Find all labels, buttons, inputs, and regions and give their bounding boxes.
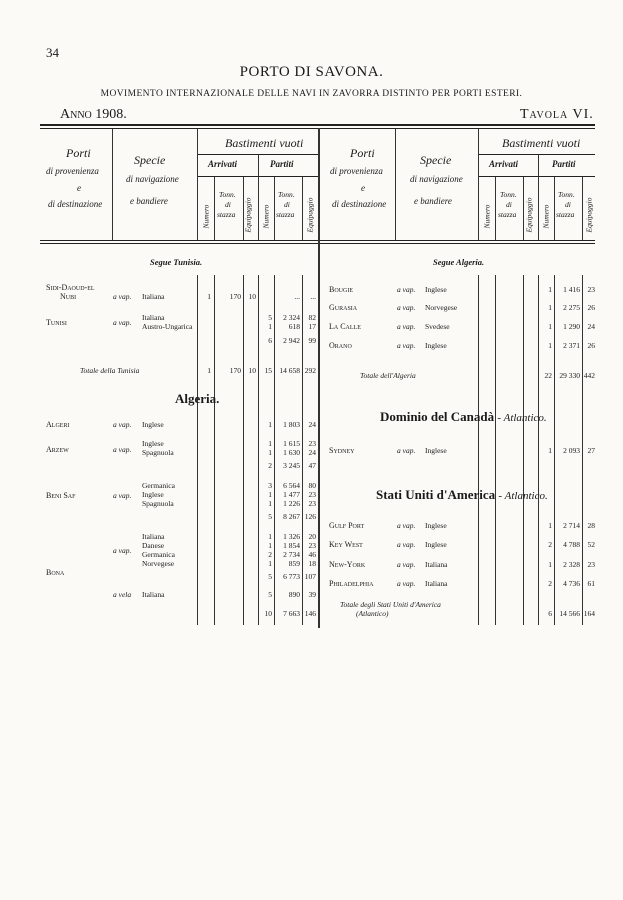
cell: 1 bbox=[548, 560, 552, 569]
mode: a vap. bbox=[113, 292, 132, 301]
port-name: Tunisi bbox=[46, 318, 67, 327]
cell: 82 bbox=[308, 313, 316, 322]
cell: 1 615 bbox=[283, 439, 300, 448]
flag: Italiana bbox=[142, 590, 165, 599]
mode: a vap. bbox=[113, 546, 132, 555]
cell: 3 245 bbox=[283, 461, 300, 470]
cell: 28 bbox=[587, 521, 595, 530]
header-numero: Numero bbox=[482, 204, 492, 229]
cell: 1 bbox=[268, 490, 272, 499]
port-name: Philadelphia bbox=[329, 579, 374, 588]
cell: 2 734 bbox=[283, 550, 300, 559]
cell: 3 bbox=[268, 481, 272, 490]
cell: 1 bbox=[548, 322, 552, 331]
header-specie: Specie bbox=[420, 153, 452, 167]
flag: Inglese bbox=[425, 285, 447, 294]
cell: 4 788 bbox=[563, 540, 580, 549]
cell: 1 290 bbox=[563, 322, 580, 331]
header-stazza: stazza bbox=[276, 210, 295, 219]
header-destinazione: di destinazione bbox=[332, 199, 387, 209]
vline bbox=[395, 129, 396, 240]
flag: Italiana bbox=[142, 532, 165, 541]
cell: 1 bbox=[268, 448, 272, 457]
port-name: Sidi-Daoud-el bbox=[46, 283, 95, 292]
cell: 1 226 bbox=[283, 499, 300, 508]
cell: 26 bbox=[587, 341, 595, 350]
port-name: Key West bbox=[329, 540, 363, 549]
hline bbox=[198, 176, 318, 177]
mode: a vap. bbox=[397, 521, 416, 530]
flag: Danese bbox=[142, 541, 165, 550]
cell: 5 bbox=[268, 572, 272, 581]
port-name: Arzew bbox=[46, 445, 69, 454]
vline bbox=[258, 155, 259, 240]
header-tonn: Tonn. bbox=[558, 190, 575, 199]
flag: Germanica bbox=[142, 481, 175, 490]
vline bbox=[243, 275, 244, 625]
cell: 1 630 bbox=[283, 448, 300, 457]
cell: 14 566 bbox=[559, 609, 580, 618]
header-navigazione: di navigazione bbox=[410, 174, 463, 184]
hline bbox=[479, 154, 595, 155]
cell: 1 bbox=[207, 366, 211, 375]
cell: 1 bbox=[268, 541, 272, 550]
cell: 1 bbox=[207, 292, 211, 301]
vline bbox=[214, 177, 215, 240]
cell: 2 275 bbox=[563, 303, 580, 312]
vline bbox=[538, 155, 539, 240]
port-name: New-York bbox=[329, 560, 366, 569]
cell: 2 bbox=[548, 579, 552, 588]
vline bbox=[495, 177, 496, 240]
cell: 5 bbox=[268, 590, 272, 599]
header-di: di bbox=[225, 200, 231, 209]
mode: a vap. bbox=[397, 540, 416, 549]
mode: a vap. bbox=[113, 318, 132, 327]
vline bbox=[478, 129, 479, 240]
cell: 15 bbox=[264, 366, 272, 375]
header-numero: Numero bbox=[541, 204, 551, 229]
cell: 1 854 bbox=[283, 541, 300, 550]
mode: a vap. bbox=[397, 322, 416, 331]
cell: 618 bbox=[288, 322, 300, 331]
header-tonn: Tonn. bbox=[219, 190, 236, 199]
cell: 23 bbox=[308, 439, 316, 448]
cell: 24 bbox=[308, 420, 316, 429]
cell: 7 663 bbox=[283, 609, 300, 618]
port-name: La Calle bbox=[329, 322, 361, 331]
cell: 1 326 bbox=[283, 532, 300, 541]
cell: 20 bbox=[308, 532, 316, 541]
cell: 6 bbox=[268, 336, 272, 345]
cell: 1 bbox=[268, 532, 272, 541]
mode: a vap. bbox=[113, 491, 132, 500]
cell: 164 bbox=[583, 609, 595, 618]
cell: 24 bbox=[587, 322, 595, 331]
flag: Austro-Ungarica bbox=[142, 322, 193, 331]
vline bbox=[112, 129, 113, 240]
flag: Norvegese bbox=[142, 559, 175, 568]
cell: 442 bbox=[583, 371, 595, 380]
cell: 170 bbox=[229, 292, 241, 301]
mode: a vap. bbox=[113, 420, 132, 429]
cell: 1 bbox=[268, 499, 272, 508]
cell: ... bbox=[294, 292, 300, 301]
section-canada-title: Dominio del Canadà bbox=[380, 409, 495, 424]
header-bandiere: e bandiere bbox=[414, 196, 452, 206]
mode: a vap. bbox=[397, 579, 416, 588]
section-canada-sub: - Atlantico. bbox=[497, 412, 547, 424]
cell: 2 bbox=[268, 550, 272, 559]
vline bbox=[582, 177, 583, 240]
header-bandiere: e bandiere bbox=[130, 196, 168, 206]
cell: 6 773 bbox=[283, 572, 300, 581]
cell: 2 324 bbox=[283, 313, 300, 322]
mode: a vap. bbox=[397, 560, 416, 569]
vline bbox=[258, 275, 259, 625]
cell: 2 bbox=[548, 540, 552, 549]
flag: Svedese bbox=[425, 322, 450, 331]
flag: Germanica bbox=[142, 550, 175, 559]
flag: Spagnuola bbox=[142, 448, 174, 457]
cell: 5 bbox=[268, 512, 272, 521]
cell: 47 bbox=[308, 461, 316, 470]
port-name: Gurasia bbox=[329, 303, 358, 312]
port-name: Nubi bbox=[60, 292, 77, 301]
header-di: di bbox=[506, 200, 512, 209]
vline bbox=[302, 177, 303, 240]
vline bbox=[274, 177, 275, 240]
cell: 23 bbox=[308, 541, 316, 550]
cell: 1 bbox=[548, 341, 552, 350]
mode: a vap. bbox=[397, 341, 416, 350]
header-numero: Numero bbox=[201, 204, 211, 229]
header-navigazione: di navigazione bbox=[126, 174, 179, 184]
header-equipaggio: Equipaggio bbox=[305, 197, 315, 233]
flag: Inglese bbox=[425, 341, 447, 350]
cell: 146 bbox=[304, 609, 316, 618]
cell: 1 bbox=[548, 303, 552, 312]
cell: 29 330 bbox=[559, 371, 580, 380]
header-partiti: Partiti bbox=[270, 159, 294, 169]
vline bbox=[197, 129, 198, 240]
header-numero: Numero bbox=[261, 204, 271, 229]
vline bbox=[197, 275, 198, 625]
header-stazza: stazza bbox=[498, 210, 517, 219]
port-name: Sydney bbox=[329, 446, 355, 455]
cell: 1 bbox=[548, 285, 552, 294]
cell: 6 bbox=[548, 609, 552, 618]
port-name: Bougie bbox=[329, 285, 353, 294]
cell: 23 bbox=[308, 499, 316, 508]
vline bbox=[478, 275, 479, 625]
header-destinazione: di destinazione bbox=[48, 199, 103, 209]
cell: 46 bbox=[308, 550, 316, 559]
cell: 1 bbox=[268, 322, 272, 331]
header-porti: Porti bbox=[66, 146, 91, 160]
vline bbox=[495, 275, 496, 625]
port-name: Algeri bbox=[46, 420, 70, 429]
cell: 2 942 bbox=[283, 336, 300, 345]
cell: 292 bbox=[304, 366, 316, 375]
header-di: di bbox=[284, 200, 290, 209]
section-canada bbox=[380, 409, 547, 425]
flag: Inglese bbox=[425, 521, 447, 530]
cell: 1 477 bbox=[283, 490, 300, 499]
header-partiti: Partiti bbox=[552, 159, 576, 169]
vline bbox=[554, 275, 555, 625]
cell: 26 bbox=[587, 303, 595, 312]
header-equipaggio: Equipaggio bbox=[243, 197, 253, 233]
cell: 10 bbox=[248, 366, 256, 375]
top-rule bbox=[40, 124, 595, 126]
page-subtitle: MOVIMENTO INTERNAZIONALE DELLE NAVI IN ZAVORRA DISTINTO PER PORTI ESTERI. bbox=[100, 89, 523, 99]
header-provenienza: di provenienza bbox=[330, 166, 383, 176]
cell: 2 bbox=[268, 461, 272, 470]
port-name: Bona bbox=[46, 568, 65, 577]
cell: 4 736 bbox=[563, 579, 580, 588]
center-divider bbox=[318, 128, 320, 628]
flag: Inglese bbox=[425, 540, 447, 549]
cell: ... bbox=[310, 292, 316, 301]
flag: Inglese bbox=[142, 439, 164, 448]
vline bbox=[538, 275, 539, 625]
flag: Inglese bbox=[142, 420, 164, 429]
cell: 61 bbox=[587, 579, 595, 588]
cell: 890 bbox=[288, 590, 300, 599]
cell: 1 bbox=[548, 521, 552, 530]
cell: 1 bbox=[548, 446, 552, 455]
header-bastimenti: Bastimenti vuoti bbox=[225, 136, 304, 150]
header-porti: Porti bbox=[350, 146, 375, 160]
cell: 24 bbox=[308, 448, 316, 457]
header-arrivati: Arrivati bbox=[489, 159, 519, 169]
cell: 23 bbox=[587, 560, 595, 569]
flag: Italiana bbox=[425, 560, 448, 569]
cell: 80 bbox=[308, 481, 316, 490]
vline bbox=[554, 177, 555, 240]
mode: a vap. bbox=[397, 446, 416, 455]
cell: 170 bbox=[229, 366, 241, 375]
header-e: e bbox=[77, 183, 81, 193]
cell: 99 bbox=[308, 336, 316, 345]
section-usa bbox=[376, 487, 548, 503]
cell: 23 bbox=[587, 285, 595, 294]
total-label: Totale degli Stati Uniti d'America bbox=[340, 600, 441, 609]
section-usa-title: Stati Uniti d'America bbox=[376, 487, 496, 502]
section-segue-algeria: Segue Algeria. bbox=[433, 257, 485, 267]
cell: 52 bbox=[587, 540, 595, 549]
header-bastimenti: Bastimenti vuoti bbox=[502, 136, 581, 150]
mode: a vap. bbox=[397, 285, 416, 294]
cell: 126 bbox=[304, 512, 316, 521]
header-stazza: stazza bbox=[217, 210, 236, 219]
header-equipaggio: Equipaggio bbox=[524, 197, 534, 233]
flag: Italiana bbox=[142, 313, 165, 322]
header-equipaggio: Equipaggio bbox=[584, 197, 594, 233]
port-name: Beni Saf bbox=[46, 491, 76, 500]
cell: 2 093 bbox=[563, 446, 580, 455]
cell: 1 bbox=[268, 439, 272, 448]
hline bbox=[479, 176, 595, 177]
cell: 27 bbox=[587, 446, 595, 455]
cell: 5 bbox=[268, 313, 272, 322]
year-label: Anno 1908. bbox=[60, 107, 127, 122]
cell: 23 bbox=[308, 490, 316, 499]
cell: 14 658 bbox=[279, 366, 300, 375]
cell: 2 328 bbox=[563, 560, 580, 569]
page-number: 34 bbox=[46, 45, 59, 60]
flag: Spagnuola bbox=[142, 499, 174, 508]
vline bbox=[274, 275, 275, 625]
cell: 1 bbox=[268, 559, 272, 568]
cell: 22 bbox=[544, 371, 552, 380]
cell: 1 bbox=[268, 420, 272, 429]
mode: a vela bbox=[113, 590, 132, 599]
flag: Italiana bbox=[425, 579, 448, 588]
header-tonn: Tonn. bbox=[500, 190, 517, 199]
cell: 2 714 bbox=[563, 521, 580, 530]
port-name: Gulf Port bbox=[329, 521, 365, 530]
flag: Norvegese bbox=[425, 303, 458, 312]
cell: 1 803 bbox=[283, 420, 300, 429]
section-algeria: Algeria. bbox=[175, 391, 220, 406]
total-label: Totale dell'Algeria bbox=[360, 371, 416, 380]
header-di: di bbox=[565, 200, 571, 209]
page-title: PORTO DI SAVONA. bbox=[239, 64, 384, 80]
cell: 17 bbox=[308, 322, 316, 331]
cell: 10 bbox=[264, 609, 272, 618]
flag: Italiana bbox=[142, 292, 165, 301]
vline bbox=[214, 275, 215, 625]
header-tonn: Tonn. bbox=[278, 190, 295, 199]
header-arrivati: Arrivati bbox=[208, 159, 238, 169]
cell: 1 416 bbox=[563, 285, 580, 294]
section-usa-sub: - Atlantico. bbox=[498, 490, 548, 502]
cell: 859 bbox=[288, 559, 300, 568]
port-name: Orano bbox=[329, 341, 352, 350]
header-specie: Specie bbox=[134, 153, 166, 167]
total-label: (Atlantico) bbox=[356, 609, 389, 618]
cell: 107 bbox=[304, 572, 316, 581]
cell: 6 564 bbox=[283, 481, 300, 490]
flag: Inglese bbox=[425, 446, 447, 455]
flag: Inglese bbox=[142, 490, 164, 499]
header-provenienza: di provenienza bbox=[46, 166, 99, 176]
cell: 10 bbox=[248, 292, 256, 301]
total-label: Totale della Tunisia bbox=[80, 366, 140, 375]
mode: a vap. bbox=[113, 445, 132, 454]
table-label: Tavola VI. bbox=[520, 107, 594, 122]
cell: 18 bbox=[308, 559, 316, 568]
header-stazza: stazza bbox=[556, 210, 575, 219]
cell: 8 267 bbox=[283, 512, 300, 521]
section-segue-tunisia: Segue Tunisia. bbox=[150, 257, 203, 267]
header-e: e bbox=[361, 183, 365, 193]
cell: 2 371 bbox=[563, 341, 580, 350]
vline bbox=[523, 275, 524, 625]
mode: a vap. bbox=[397, 303, 416, 312]
cell: 39 bbox=[308, 590, 316, 599]
